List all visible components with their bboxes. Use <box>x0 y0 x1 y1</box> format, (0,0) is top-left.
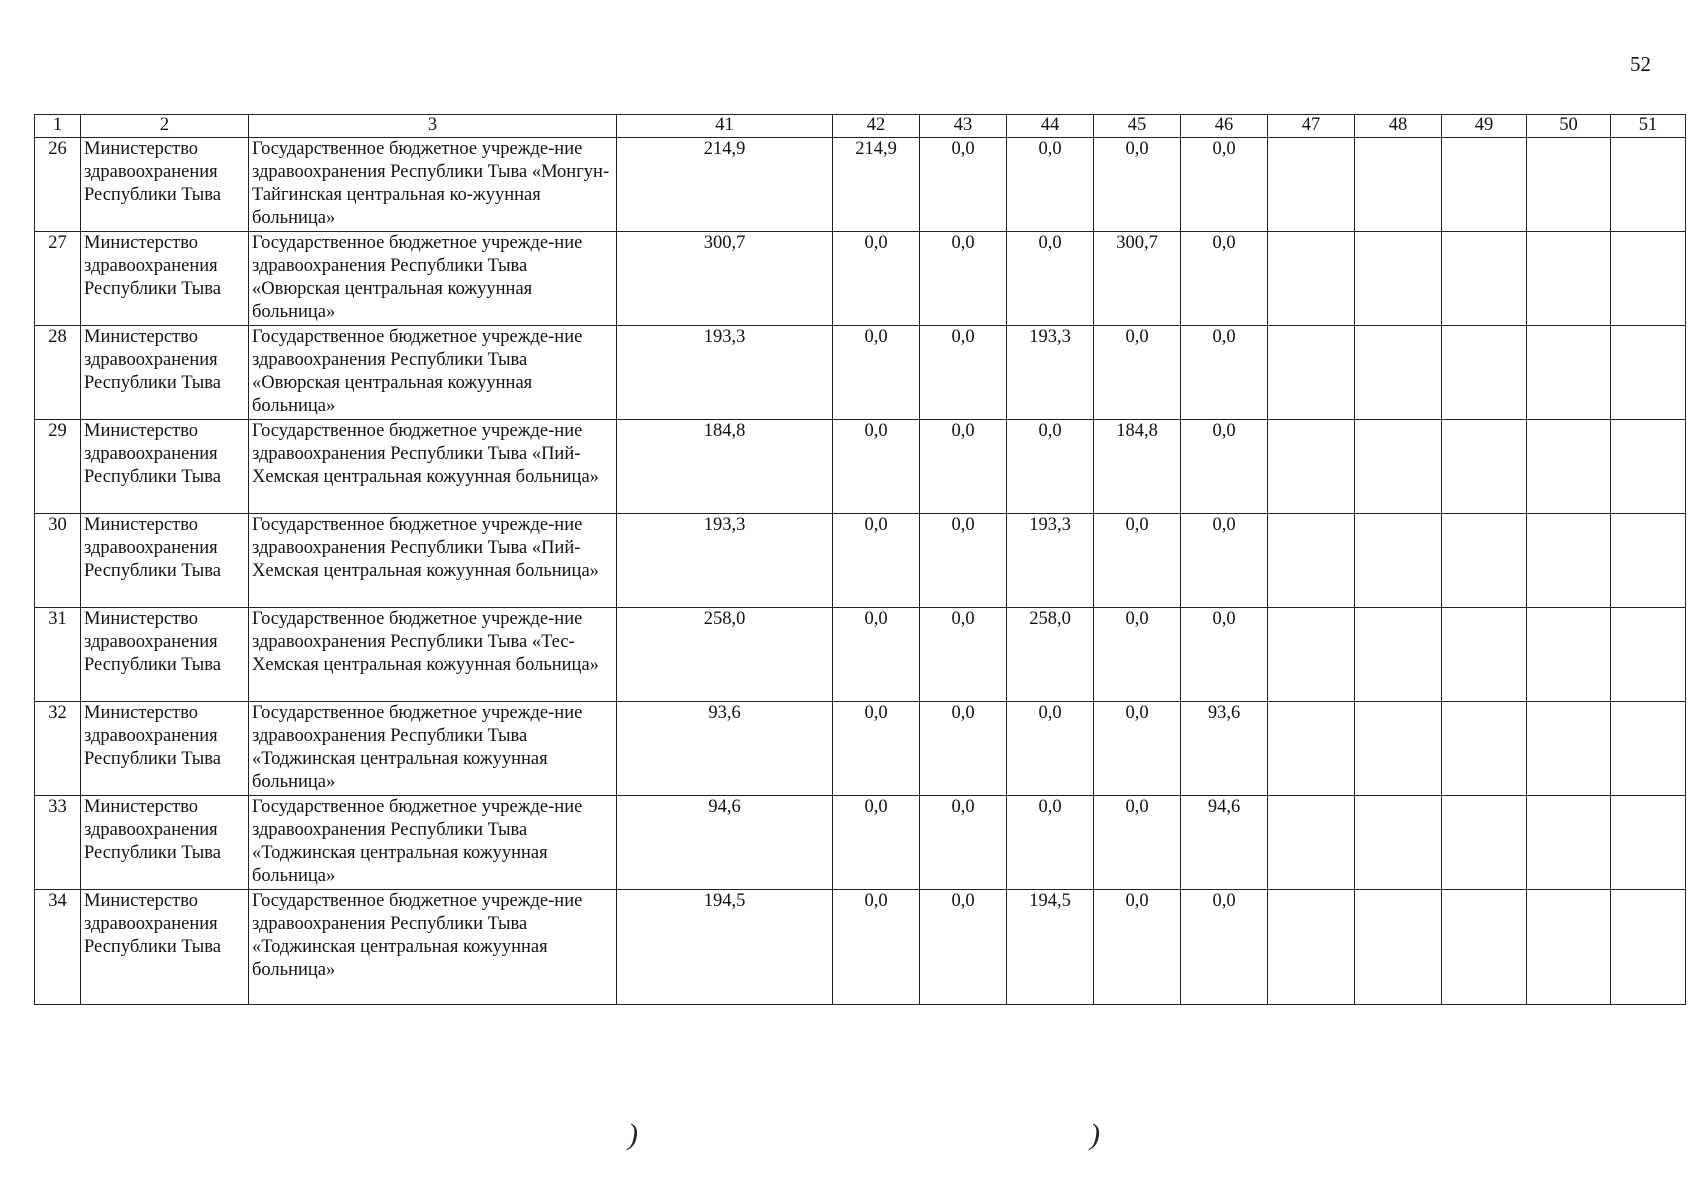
value-cell-42: 0,0 <box>833 890 920 1005</box>
value-cell-45: 0,0 <box>1094 890 1181 1005</box>
value-cell-45: 0,0 <box>1094 514 1181 608</box>
empty-cell-48 <box>1355 796 1442 890</box>
value-cell-43: 0,0 <box>920 608 1007 702</box>
empty-cell-51 <box>1611 514 1686 608</box>
empty-cell-49 <box>1442 326 1527 420</box>
row-number-cell: 27 <box>35 232 81 326</box>
empty-cell-48 <box>1355 420 1442 514</box>
empty-cell-48 <box>1355 514 1442 608</box>
value-cell-45: 0,0 <box>1094 796 1181 890</box>
value-cell-44: 0,0 <box>1007 232 1094 326</box>
value-cell-46: 0,0 <box>1181 138 1268 232</box>
empty-cell-50 <box>1527 326 1611 420</box>
empty-cell-48 <box>1355 890 1442 1005</box>
empty-cell-47 <box>1268 138 1355 232</box>
empty-cell-50 <box>1527 138 1611 232</box>
row-number-cell: 28 <box>35 326 81 420</box>
table-row <box>35 514 1686 608</box>
value-cell-45: 300,7 <box>1094 232 1181 326</box>
column-header: 50 <box>1527 115 1611 138</box>
value-cell-42: 0,0 <box>833 326 920 420</box>
empty-cell-47 <box>1268 796 1355 890</box>
empty-cell-48 <box>1355 702 1442 796</box>
row-number-cell: 30 <box>35 514 81 608</box>
column-header: 46 <box>1181 115 1268 138</box>
institution-cell: Государственное бюджетное учрежде-ние здравоохранения Республики Тыва «Овюрская центральная кожуунная больница» <box>249 326 617 420</box>
row-number-cell: 33 <box>35 796 81 890</box>
value-cell-41: 93,6 <box>617 702 833 796</box>
empty-cell-50 <box>1527 796 1611 890</box>
empty-cell-49 <box>1442 514 1527 608</box>
table-row <box>35 702 1686 796</box>
data-table <box>34 114 1686 1005</box>
empty-cell-51 <box>1611 890 1686 1005</box>
empty-cell-50 <box>1527 890 1611 1005</box>
column-header: 41 <box>617 115 833 138</box>
empty-cell-49 <box>1442 702 1527 796</box>
table-row <box>35 420 1686 514</box>
empty-cell-49 <box>1442 890 1527 1005</box>
value-cell-43: 0,0 <box>920 232 1007 326</box>
column-number-row <box>35 115 1686 138</box>
row-number-cell: 31 <box>35 608 81 702</box>
empty-cell-50 <box>1527 232 1611 326</box>
ministry-cell: Министерство здравоохранения Республики Тыва <box>81 702 249 796</box>
value-cell-42: 0,0 <box>833 608 920 702</box>
table-row <box>35 608 1686 702</box>
value-cell-43: 0,0 <box>920 890 1007 1005</box>
table-row <box>35 138 1686 232</box>
value-cell-42: 214,9 <box>833 138 920 232</box>
ministry-cell: Министерство здравоохранения Республики Тыва <box>81 232 249 326</box>
bottom-mark-left: ) <box>628 1118 638 1151</box>
empty-cell-51 <box>1611 138 1686 232</box>
row-number-cell: 32 <box>35 702 81 796</box>
empty-cell-50 <box>1527 514 1611 608</box>
value-cell-41: 214,9 <box>617 138 833 232</box>
empty-cell-49 <box>1442 608 1527 702</box>
value-cell-46: 93,6 <box>1181 702 1268 796</box>
institution-cell: Государственное бюджетное учрежде-ние здравоохранения Республики Тыва «Пий-Хемская центральная кожуунная больница» <box>249 420 617 514</box>
column-header: 42 <box>833 115 920 138</box>
empty-cell-47 <box>1268 702 1355 796</box>
empty-cell-49 <box>1442 796 1527 890</box>
value-cell-44: 0,0 <box>1007 420 1094 514</box>
value-cell-41: 258,0 <box>617 608 833 702</box>
value-cell-46: 94,6 <box>1181 796 1268 890</box>
institution-cell: Государственное бюджетное учрежде-ние здравоохранения Республики Тыва «Пий-Хемская центральная кожуунная больница» <box>249 514 617 608</box>
empty-cell-49 <box>1442 420 1527 514</box>
value-cell-46: 0,0 <box>1181 608 1268 702</box>
empty-cell-48 <box>1355 326 1442 420</box>
value-cell-44: 193,3 <box>1007 326 1094 420</box>
ministry-cell: Министерство здравоохранения Республики Тыва <box>81 514 249 608</box>
value-cell-41: 194,5 <box>617 890 833 1005</box>
column-header: 47 <box>1268 115 1355 138</box>
empty-cell-51 <box>1611 326 1686 420</box>
value-cell-43: 0,0 <box>920 796 1007 890</box>
empty-cell-49 <box>1442 232 1527 326</box>
column-header: 3 <box>249 115 617 138</box>
value-cell-44: 194,5 <box>1007 890 1094 1005</box>
value-cell-41: 94,6 <box>617 796 833 890</box>
empty-cell-47 <box>1268 326 1355 420</box>
value-cell-43: 0,0 <box>920 702 1007 796</box>
table-row <box>35 890 1686 1005</box>
value-cell-43: 0,0 <box>920 326 1007 420</box>
ministry-cell: Министерство здравоохранения Республики Тыва <box>81 420 249 514</box>
institution-cell: Государственное бюджетное учрежде-ние здравоохранения Республики Тыва «Монгун-Тайгинская центральная ко-жуунная больница» <box>249 138 617 232</box>
value-cell-46: 0,0 <box>1181 420 1268 514</box>
institution-cell: Государственное бюджетное учрежде-ние здравоохранения Республики Тыва «Тоджинская центральная кожуунная больница» <box>249 796 617 890</box>
value-cell-46: 0,0 <box>1181 326 1268 420</box>
institution-cell: Государственное бюджетное учрежде-ние здравоохранения Республики Тыва «Тоджинская центральная кожуунная больница» <box>249 890 617 1005</box>
empty-cell-50 <box>1527 702 1611 796</box>
value-cell-45: 184,8 <box>1094 420 1181 514</box>
value-cell-42: 0,0 <box>833 702 920 796</box>
row-number-cell: 26 <box>35 138 81 232</box>
ministry-cell: Министерство здравоохранения Республики Тыва <box>81 326 249 420</box>
ministry-cell: Министерство здравоохранения Республики Тыва <box>81 608 249 702</box>
empty-cell-48 <box>1355 608 1442 702</box>
ministry-cell: Министерство здравоохранения Республики Тыва <box>81 890 249 1005</box>
value-cell-46: 0,0 <box>1181 232 1268 326</box>
value-cell-44: 258,0 <box>1007 608 1094 702</box>
value-cell-41: 300,7 <box>617 232 833 326</box>
column-header: 51 <box>1611 115 1686 138</box>
empty-cell-47 <box>1268 232 1355 326</box>
empty-cell-51 <box>1611 232 1686 326</box>
column-header: 44 <box>1007 115 1094 138</box>
empty-cell-47 <box>1268 514 1355 608</box>
value-cell-43: 0,0 <box>920 138 1007 232</box>
bottom-mark-right: ) <box>1090 1118 1100 1151</box>
value-cell-45: 0,0 <box>1094 138 1181 232</box>
value-cell-42: 0,0 <box>833 232 920 326</box>
value-cell-42: 0,0 <box>833 796 920 890</box>
value-cell-45: 0,0 <box>1094 608 1181 702</box>
value-cell-42: 0,0 <box>833 420 920 514</box>
empty-cell-51 <box>1611 420 1686 514</box>
empty-cell-50 <box>1527 608 1611 702</box>
column-header: 48 <box>1355 115 1442 138</box>
value-cell-43: 0,0 <box>920 420 1007 514</box>
row-number-cell: 29 <box>35 420 81 514</box>
value-cell-41: 184,8 <box>617 420 833 514</box>
empty-cell-47 <box>1268 608 1355 702</box>
ministry-cell: Министерство здравоохранения Республики Тыва <box>81 796 249 890</box>
value-cell-45: 0,0 <box>1094 702 1181 796</box>
empty-cell-51 <box>1611 796 1686 890</box>
table-row <box>35 796 1686 890</box>
value-cell-43: 0,0 <box>920 514 1007 608</box>
empty-cell-48 <box>1355 138 1442 232</box>
value-cell-41: 193,3 <box>617 514 833 608</box>
table-body <box>35 138 1686 1005</box>
empty-cell-49 <box>1442 138 1527 232</box>
value-cell-45: 0,0 <box>1094 326 1181 420</box>
value-cell-44: 0,0 <box>1007 796 1094 890</box>
empty-cell-50 <box>1527 420 1611 514</box>
empty-cell-47 <box>1268 420 1355 514</box>
empty-cell-51 <box>1611 702 1686 796</box>
column-header: 43 <box>920 115 1007 138</box>
value-cell-41: 193,3 <box>617 326 833 420</box>
value-cell-44: 193,3 <box>1007 514 1094 608</box>
value-cell-42: 0,0 <box>833 514 920 608</box>
empty-cell-51 <box>1611 608 1686 702</box>
column-header: 2 <box>81 115 249 138</box>
empty-cell-48 <box>1355 232 1442 326</box>
row-number-cell: 34 <box>35 890 81 1005</box>
institution-cell: Государственное бюджетное учрежде-ние здравоохранения Республики Тыва «Тес-Хемская центральная кожуунная больница» <box>249 608 617 702</box>
empty-cell-47 <box>1268 890 1355 1005</box>
value-cell-46: 0,0 <box>1181 514 1268 608</box>
table-row <box>35 326 1686 420</box>
column-header: 49 <box>1442 115 1527 138</box>
institution-cell: Государственное бюджетное учрежде-ние здравоохранения Республики Тыва «Овюрская центральная кожуунная больница» <box>249 232 617 326</box>
institution-cell: Государственное бюджетное учрежде-ние здравоохранения Республики Тыва «Тоджинская центральная кожуунная больница» <box>249 702 617 796</box>
table-row <box>35 232 1686 326</box>
column-header: 45 <box>1094 115 1181 138</box>
value-cell-46: 0,0 <box>1181 890 1268 1005</box>
value-cell-44: 0,0 <box>1007 702 1094 796</box>
ministry-cell: Министерство здравоохранения Республики Тыва <box>81 138 249 232</box>
page-number: 52 <box>1630 52 1651 76</box>
column-header: 1 <box>35 115 81 138</box>
value-cell-44: 0,0 <box>1007 138 1094 232</box>
